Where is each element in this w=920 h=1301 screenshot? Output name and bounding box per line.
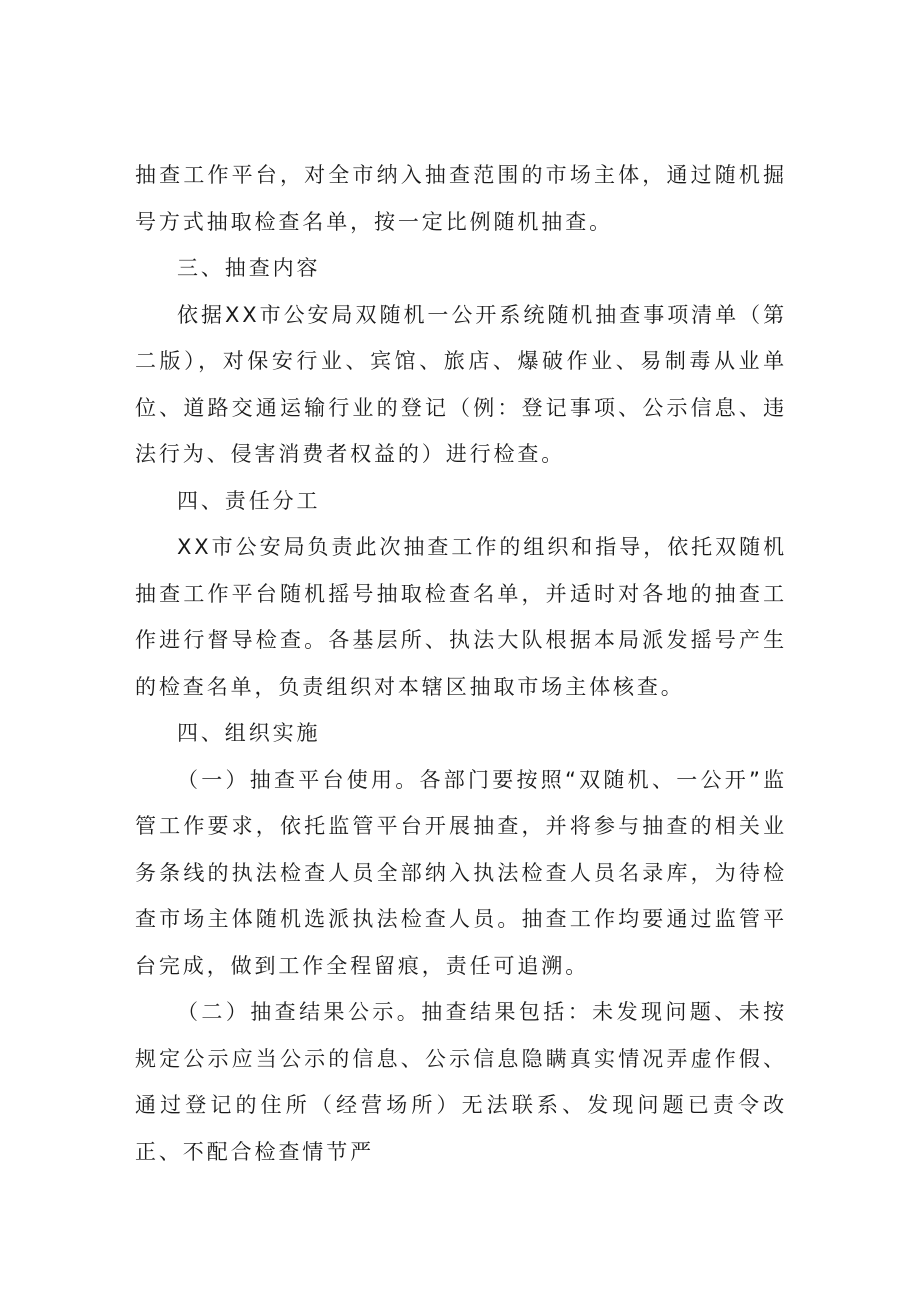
paragraph-platform-usage: （一）抽查平台使用。各部门要按照“双随机、一公开”监管工作要求，依托监管平台开展抽查，并将参与抽查的相关业务条线的执法检查人员全部纳入执法检查人员名录库，为待检查市场主体随机选派执法检查人员。抽查工作均要通过监管平台完成，做到工作全程留痕，责任可追溯。 (135, 767, 787, 978)
section-heading-implementation: 四、组织实施 (177, 721, 321, 745)
document-body (135, 152, 787, 1175)
section-heading-inspection-content: 三、抽查内容 (177, 256, 321, 280)
paragraph-inspection-content: 依据XX市公安局双随机一公开系统随机抽查事项清单（第二版），对保安行业、宾馆、旅店、爆破作业、易制毒从业单位、道路交通运输行业的登记（例：登记事项、公示信息、违法行为、侵害消费者权益的）进行检查。 (135, 302, 787, 466)
paragraph-result-publication: （二）抽查结果公示。抽查结果包括：未发现问题、未按规定公示应当公示的信息、公示信息隐瞒真实情况弄虚作假、通过登记的住所（经营场所）无法联系、发现问题已责令改正、不配合检查情节严 (135, 1000, 787, 1164)
section-heading-responsibility: 四、责任分工 (177, 488, 321, 513)
paragraph-continuation: 抽查工作平台，对全市纳入抽查范围的市场主体，通过随机掘号方式抽取检查名单，按一定比例随机抽查。 (135, 163, 787, 234)
paragraph-responsibility: XX市公安局负责此次抽查工作的组织和指导，依托双随机抽查工作平台随机摇号抽取检查名单，并适时对各地的抽查工作进行督导检查。各基层所、执法大队根据本局派发摇号产生的检查名单，负责组织对本辖区抽取市场主体核查。 (135, 535, 787, 699)
